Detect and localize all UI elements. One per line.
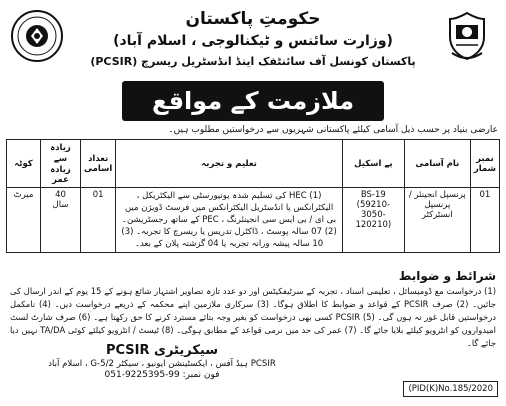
jobs-table (6, 139, 500, 253)
table-header-row (7, 140, 500, 188)
col-header-age: زیادہ سے زیادہ عمر (41, 140, 81, 188)
age-value: 40 (55, 190, 66, 200)
table-row (7, 188, 500, 253)
signature-block (32, 343, 292, 380)
cell-count: 01 (81, 188, 116, 253)
cell-post: پرنسپل انجینئر / پرنسپل انسٹرکٹر (404, 188, 470, 253)
job-advertisement (4, 3, 502, 403)
col-header-count: تعداد اسامی (81, 140, 116, 188)
state-emblem-logo (440, 9, 494, 63)
terms-title: شرائط و ضوابط (398, 269, 496, 283)
jobs-banner: ملازمت کے مواقع (122, 81, 384, 121)
col-header-sr: نمبر شمار (470, 140, 499, 188)
scale-grade: BS-19 (360, 190, 386, 200)
scale-range: (59210-3050-120210) (355, 200, 392, 230)
pcsir-seal-logo (10, 9, 64, 63)
council-heading: پاکستان کونسل آف سائنٹفک اینڈ انڈسٹریل ریسرچ (PCSIR) (90, 55, 416, 68)
cell-age (41, 188, 81, 253)
col-header-post: نام آسامی (404, 140, 470, 188)
cell-sr: 01 (470, 188, 499, 253)
col-header-quals: تعلیم و تجربہ (116, 140, 343, 188)
cell-quota: میرٹ (7, 188, 41, 253)
pid-reference: (PID(K)No.185/2020 (403, 381, 498, 397)
cell-quals: (1) HEC کی تسلیم شدہ یونیورسٹی سے الیکٹریکل ، الیکٹرانکس یا انڈسٹریل الیکٹرانکس میں فرسٹ ڈویژن میں بی ای / بی ایس سی انجینئرنگ ، PEC کے ساتھ رجسٹریشن۔ (2) 07 سالہ پوسٹ ، ڈاکٹرل تدریس یا ریسرچ کا تجربہ۔ (3) 10 سالہ پیشہ ورانہ تجربہ یا 04 گزشتہ پلان کے بعد۔ (116, 188, 343, 253)
signature-address: PCSIR ہیڈ آفس ، ایکسٹینشن ایونیو ، سیکٹر G-5/2 ، اسلام آباد (48, 359, 276, 369)
ministry-heading: (وزارت سائنس و ٹیکنالوجی ، اسلام آباد) (113, 33, 393, 49)
signature-title: سیکریٹری PCSIR (106, 343, 218, 358)
col-header-quota: کوٹہ (7, 140, 41, 188)
intro-text: عارضی بنیاد پر حسب ذیل آسامی کیلئے پاکستانی شہریوں سے درخواستیں مطلوب ہیں۔ (168, 125, 498, 135)
govt-heading: حکومتِ پاکستان (185, 9, 321, 29)
cell-scale (342, 188, 404, 253)
col-header-scale: پے اسکیل (342, 140, 404, 188)
age-unit: سال (52, 200, 69, 210)
signature-phone: 051-9225395-99 :فون نمبر (104, 370, 220, 380)
terms-text: (1) درخواست مع ڈومیسائل ، تعلیمی اسناد ، تجربہ کے سرٹیفکیٹس اور دو عدد تازہ تصاویر اشتہار شائع ہونے کے 15 یوم کے اندر ارسال کی جائیں۔ (2) صرف PCSIR کے قواعد و ضوابط کا اطلاق ہوگا۔ (3) سرکاری ملازمین اپنے محکمہ کے ذریعے درخواست دیں۔ (4) نامکمل درخواستیں قابل غور نہ ہوں گی۔ (5) PCSIR کسی بھی درخواست کو بغیر وجہ بتائے مسترد کرنے کا حق رکھتا ہے۔ (6) صرف شارٹ لسٹ امیدواروں کو انٹرویو کیلئے بلایا جائے گا۔ (7) عمر کی حد میں نرمی قواعد کے مطابق ہوگی۔ (8) ٹیسٹ / انٹرویو کیلئے کوئی TA/DA نہیں دیا جائے گا۔ (10, 286, 497, 348)
